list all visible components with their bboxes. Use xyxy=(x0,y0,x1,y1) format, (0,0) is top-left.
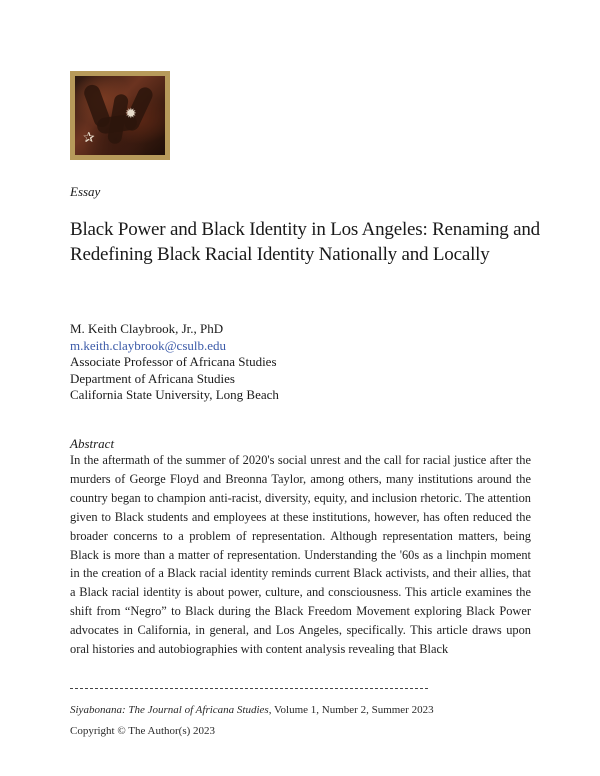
abstract-body: In the aftermath of the summer of 2020's social unrest and the call for racial justice after the murders of George Floyd and Breonna Taylor, among others, many institutions around the country began to champion anti-racist, diversity, equity, and inclusion rhetoric. The attention given to Black students and employees at these institutions, however, has often reduced the broader concerns to a problem of representation. Although representation matters, being Black is more than a matter of representation. Understanding the '60s as a linchpin moment in the creation of a Black racial identity reminds current Black activists, and their allies, that a Black racial identity is about power, culture, and consciousness. This article examines the shift from “Negro” to Black during the Black Freedom Movement exploring Black Power advocates in California, in general, and Los Angeles, specifically. This article draws upon oral histories and autobiographies with content analysis revealing that Black xyxy=(70,453,531,657)
author-position: Associate Professor of Africana Studies xyxy=(70,354,277,369)
abstract-heading: Abstract xyxy=(70,436,115,451)
page-footer xyxy=(70,700,434,742)
article-title: Black Power and Black Identity in Los Angeles: Renaming and Redefining Black Racial Identity Nationally and Locally xyxy=(70,219,540,265)
citation-line xyxy=(70,700,434,721)
article-type-label: Essay xyxy=(70,184,101,199)
author-block xyxy=(70,321,279,404)
author-email-link[interactable]: m.keith.claybrook@csulb.edu xyxy=(70,337,227,353)
journal-logo xyxy=(70,71,170,160)
author-institution: California State University, Long Beach xyxy=(70,387,279,402)
issue-info: , Volume 1, Number 2, Summer 2023 xyxy=(268,704,434,716)
author-name: M. Keith Claybrook, Jr., PhD xyxy=(70,321,224,336)
journal-name: Siyabonana: The Journal of Africana Studies xyxy=(70,704,269,716)
copyright-line: Copyright © The Author(s) 2023 xyxy=(70,725,216,737)
hands-image: ✰ ✹ xyxy=(75,76,165,155)
footnote-divider xyxy=(70,688,428,689)
author-department: Department of Africana Studies xyxy=(70,370,235,386)
